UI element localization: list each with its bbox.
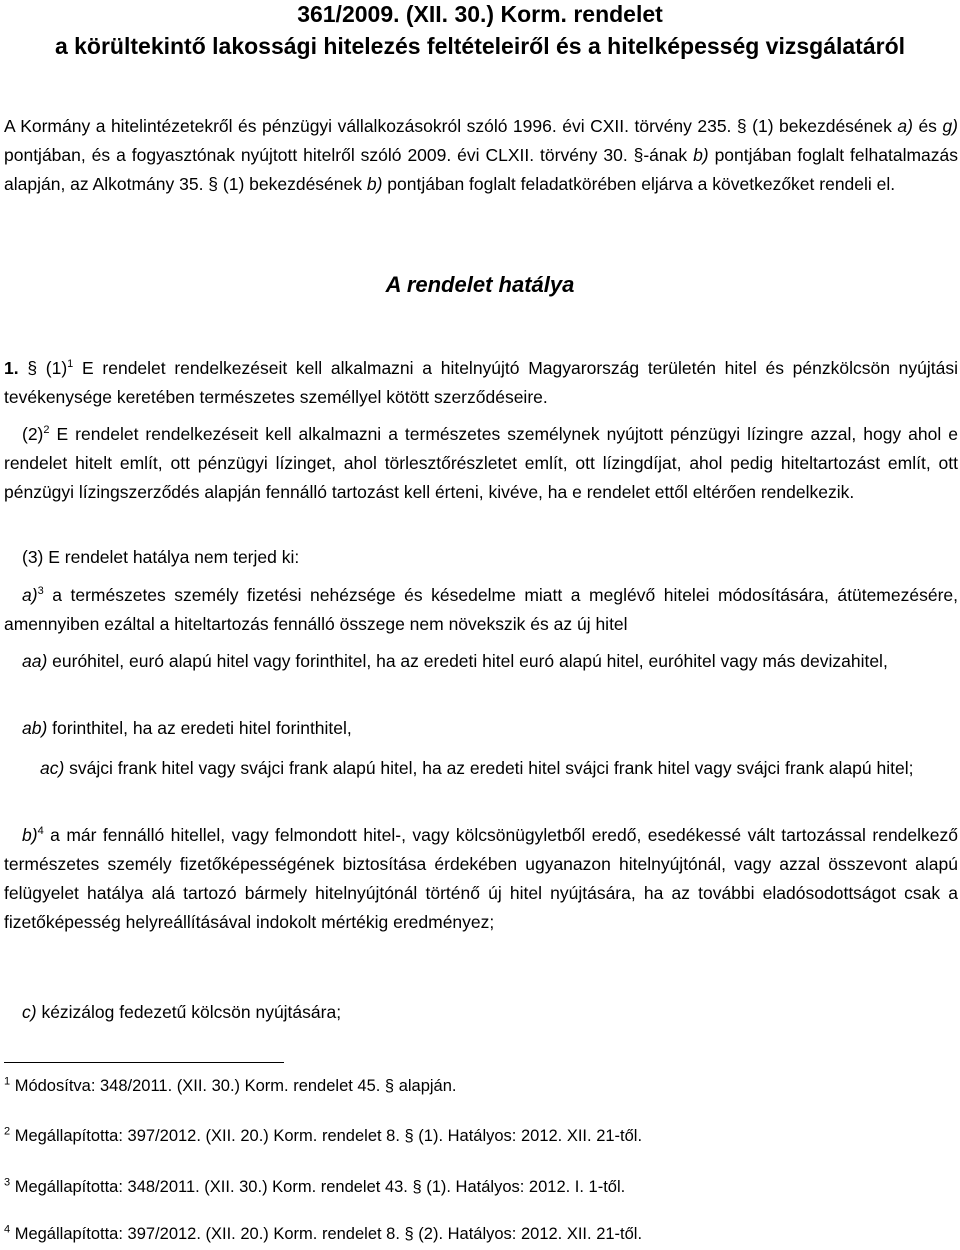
- paragraph-text: E rendelet rendelkezéseit kell alkalmazni a hitelnyújtó Magyarország területén hitel és pénzkölcsön nyújtási tevékenysége keretében természetes személlyel kötött szerződéseire.: [4, 358, 958, 407]
- paragraph-1: [4, 354, 958, 412]
- footnote-ref: 4: [37, 825, 44, 838]
- footnote-1: [4, 1075, 457, 1097]
- subsection-label: § (1): [18, 358, 68, 378]
- item-ab: [4, 714, 958, 743]
- item-c: [4, 998, 958, 1027]
- footnote-ref: 1: [67, 358, 74, 371]
- item-a: [4, 581, 958, 639]
- subsection-label: (2): [22, 424, 44, 444]
- paragraph-text: E rendelet rendelkezéseit kell alkalmazni a természetes személynek nyújtott pénzügyi lízingre azzal, hogy ahol e rendelet hitelt említ, ott pénzügyi lízinget, ahol törlesztőrészletet említ, ott lízingdíjat, ahol pedig hiteltartozást említ, ott pénzügyi lízingszerződés alapján fennálló tartozást kell érteni, kivéve, ha e rendelet ettől eltérően rendelkezik.: [4, 424, 958, 502]
- footnote-text: Módosítva: 348/2011. (XII. 30.) Korm. rendelet 45. § alapján.: [10, 1077, 457, 1095]
- preamble: [4, 112, 958, 199]
- footnote-number: 4: [4, 1223, 11, 1236]
- item-label: c): [22, 1002, 37, 1022]
- footnote-ref: 2: [43, 424, 50, 437]
- item-text: a már fennálló hitellel, vagy felmondott hitel-, vagy kölcsönügyletből eredő, esedékessé vált tartozással rendelkező természetes személy fizetőképességének biztosítása érdekében ugyanazon hitelnyújtónál, vagy azzal összevont alapú felügyelet hatálya alá tartozó bármely hitelnyújtónál történő új hitel nyújtására, ha az további eladósodottságot csak a fizetőképesség helyreállításával indokolt mértékig eredményez;: [4, 825, 958, 932]
- item-label: ac): [40, 758, 65, 778]
- preamble-text: A Kormány a hitelintézetekről és pénzügyi vállalkozásokról szóló 1996. évi CXII. törvény 235. § (1) bekezdésének: [4, 116, 898, 136]
- preamble-text: pontjában, és a fogyasztónak nyújtott hitelről szóló 2009. évi CLXII. törvény 30. §-ának: [4, 145, 694, 165]
- item-label: ab): [22, 718, 48, 738]
- footnote-ref: 3: [37, 585, 44, 598]
- preamble-ref-a: a): [897, 116, 913, 136]
- item-text: euróhitel, euró alapú hitel vagy forinthitel, ha az eredeti hitel euró alapú hitel, euróhitel vagy más devizahitel,: [47, 651, 888, 671]
- paragraph-2: [4, 420, 958, 507]
- footnote-number: 2: [4, 1125, 11, 1138]
- footnote-text: Megállapította: 397/2012. (XII. 20.) Korm. rendelet 8. § (1). Hatályos: 2012. XII. 21-től.: [10, 1127, 643, 1145]
- paragraph-3: (3) E rendelet hatálya nem terjed ki:: [22, 547, 300, 567]
- preamble-ref-b2: b): [366, 174, 383, 194]
- title-line-1: 361/2009. (XII. 30.) Korm. rendelet: [297, 1, 663, 27]
- item-ac: [40, 754, 958, 783]
- item-b: [4, 821, 958, 937]
- footnote-2: [4, 1125, 642, 1147]
- item-text: kézizálog fedezetű kölcsön nyújtására;: [36, 1002, 342, 1022]
- footnote-number: 3: [4, 1176, 11, 1189]
- footnote-text: Megállapította: 397/2012. (XII. 20.) Korm. rendelet 8. § (2). Hatályos: 2012. XII. 21-től.: [10, 1225, 643, 1243]
- preamble-ref-b: b): [693, 145, 709, 165]
- item-aa: [4, 647, 958, 676]
- item-text: svájci frank hitel vagy svájci frank alapú hitel, ha az eredeti hitel svájci frank hitel vagy svájci frank alapú hitel;: [64, 758, 914, 778]
- footnote-4: [4, 1223, 642, 1245]
- section-heading: A rendelet hatálya: [385, 272, 575, 297]
- footnote-text: Megállapította: 348/2011. (XII. 30.) Korm. rendelet 43. § (1). Hatályos: 2012. I. 1-től.: [10, 1178, 626, 1196]
- paragraph-number: 1.: [4, 358, 19, 378]
- preamble-text: pontjában foglalt felhatalmazás alapján, az Alkotmány 35. § (1) bekezdésének: [4, 145, 958, 194]
- footnote-3: [4, 1176, 625, 1198]
- item-label: a): [22, 585, 38, 605]
- footnote-divider: [4, 1062, 284, 1063]
- item-label: aa): [22, 651, 48, 671]
- preamble-ref-g: g): [942, 116, 958, 136]
- item-label: b): [22, 825, 38, 845]
- title-line-2: a körültekintő lakossági hitelezés feltételeiről és a hitelképesség vizsgálatáról: [54, 33, 906, 59]
- preamble-text: és: [912, 116, 943, 136]
- preamble-text: pontjában foglalt feladatkörében eljárva a következőket rendeli el.: [382, 174, 896, 194]
- document-title: [0, 0, 960, 62]
- item-text: a természetes személy fizetési nehézsége és késedelme miatt a meglévő hitelei módosítására, átütemezésére, amennyiben ezáltal a hiteltartozás fennálló összege nem növekszik és az új hitel: [4, 585, 958, 634]
- footnote-number: 1: [4, 1075, 11, 1088]
- item-text: forinthitel, ha az eredeti hitel forinthitel,: [47, 718, 352, 738]
